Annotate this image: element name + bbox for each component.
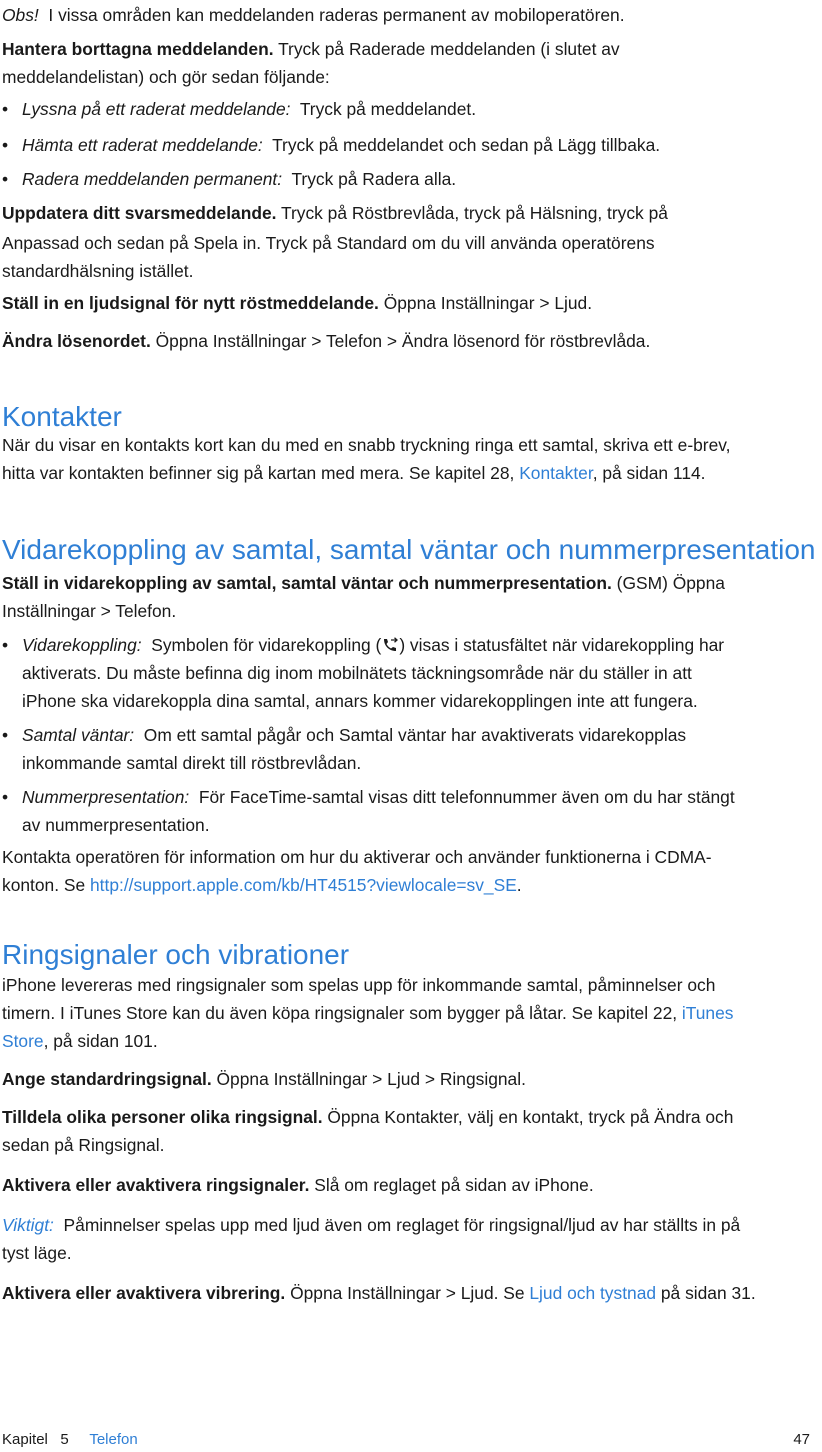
list-item-text: Symbolen för vidarekoppling ( <box>151 635 382 655</box>
list-item-text: Tryck på Radera alla. <box>291 169 457 189</box>
deleted-title: Hantera borttagna meddelanden. <box>2 39 274 59</box>
itunes-store-link[interactable]: Store <box>2 1031 44 1051</box>
contacts-text-line2: hitta var kontakten befinner sig på kartan med mera. Se kapitel 28, <box>2 463 515 483</box>
sound-title: Ställ in en ljudsignal för nytt röstmeddelande. <box>2 293 379 313</box>
list-item <box>22 94 802 124</box>
cdma-text-tail: . <box>516 875 522 895</box>
important-text-line2: tyst läge. <box>2 1243 72 1263</box>
list-item-label: Samtal väntar: <box>22 725 135 745</box>
list-item-text: Om ett samtal pågår och Samtal väntar har avaktiverats vidarekopplas <box>143 725 687 745</box>
ringtones-text-tail: , på sidan 101. <box>43 1031 158 1051</box>
sound-paragraph <box>2 288 802 318</box>
list-item-label: Lyssna på ett raderat meddelande: <box>22 99 291 119</box>
assign-ringtone-text: Öppna Kontakter, välj en kontakt, tryck på Ändra och <box>327 1107 734 1127</box>
note-paragraph <box>2 0 802 30</box>
toggle-ringtone-title: Aktivera eller avaktivera ringsignaler. <box>2 1175 310 1195</box>
ringtones-text-line1: iPhone levereras med ringsignaler som spelas upp för inkommande samtal, påminnelser och <box>2 975 716 995</box>
list-item-text: ) visas i statusfältet när vidarekoppling har <box>399 635 725 655</box>
list-item <box>22 782 802 812</box>
footer-chapter-number: 5 <box>60 1431 69 1448</box>
important-paragraph <box>2 1210 802 1240</box>
bullet-icon: • <box>2 725 9 745</box>
deleted-text-line1: Tryck på Raderade meddelanden (i slutet av <box>278 39 620 59</box>
sound-silence-link[interactable]: Ljud och tystnad <box>529 1283 657 1303</box>
bullet-icon: • <box>2 99 9 119</box>
list-item-label: Hämta ett raderat meddelande: <box>22 135 263 155</box>
toggle-ringtone-paragraph <box>2 1170 802 1200</box>
forwarding-text-line2: Inställningar > Telefon. <box>2 601 177 621</box>
list-item-text: För FaceTime-samtal visas ditt telefonnummer även om du har stängt <box>198 787 735 807</box>
greeting-text-line1: Tryck på Röstbrevlåda, tryck på Hälsning, tryck på <box>281 203 668 223</box>
password-title: Ändra lösenordet. <box>2 331 151 351</box>
important-label: Viktigt: <box>2 1215 54 1235</box>
list-item-text: Tryck på meddelandet. <box>299 99 477 119</box>
footer-chapter <box>2 1428 138 1452</box>
default-ringtone-paragraph <box>2 1064 802 1094</box>
forwarding-heading: Vidarekoppling av samtal, samtal väntar och nummerpresentation <box>2 534 816 565</box>
forwarding-paragraph <box>2 568 802 598</box>
vibrate-paragraph <box>2 1278 802 1308</box>
ringtones-paragraph <box>2 998 802 1028</box>
password-paragraph <box>2 326 802 356</box>
default-ringtone-text: Öppna Inställningar > Ljud > Ringsignal. <box>216 1069 526 1089</box>
ringtones-paragraph-line3 <box>2 1026 802 1056</box>
important-text: Påminnelser spelas upp med ljud även om reglaget för ringsignal/ljud av har ställts in på <box>63 1215 741 1235</box>
contacts-text-line1: När du visar en kontakts kort kan du med en snabb tryckning ringa ett samtal, skriva ett e-brev, <box>2 435 731 455</box>
greeting-title: Uppdatera ditt svarsmeddelande. <box>2 203 277 223</box>
list-item <box>22 630 802 660</box>
note-text: I vissa områden kan meddelanden raderas permanent av mobiloperatören. <box>48 5 625 25</box>
ringtones-text-line2: timern. I iTunes Store kan du även köpa ringsignaler som bygger på låtar. Se kapitel 22, <box>2 1003 678 1023</box>
bullet-icon: • <box>2 169 9 189</box>
list-item-label: Nummerpresentation: <box>22 787 190 807</box>
cdma-paragraph <box>2 870 802 900</box>
assign-ringtone-title: Tilldela olika personer olika ringsignal. <box>2 1107 323 1127</box>
list-item-text-line2: aktiverats. Du måste befinna dig inom mobilnätets täckningsområde när du ställer in att <box>22 663 692 683</box>
vibrate-text-tail: på sidan 31. <box>660 1283 756 1303</box>
default-ringtone-title: Ange standardringsignal. <box>2 1069 212 1089</box>
bullet-icon: • <box>2 787 9 807</box>
toggle-ringtone-text: Slå om reglaget på sidan av iPhone. <box>314 1175 594 1195</box>
contacts-heading: Kontakter <box>2 401 122 432</box>
page-number: 47 <box>793 1431 810 1448</box>
bullet-icon: • <box>2 635 9 655</box>
cdma-text-line1: Kontakta operatören för information om hur du aktiverar och använder funktionerna i CDMA- <box>2 847 712 867</box>
bullet-icon: • <box>2 135 9 155</box>
footer-chapter-label: Kapitel <box>2 1431 48 1448</box>
deleted-text-line2: meddelandelistan) och gör sedan följande: <box>2 67 330 87</box>
contacts-paragraph <box>2 458 802 488</box>
vibrate-text: Öppna Inställningar > Ljud. Se <box>290 1283 525 1303</box>
sound-text: Öppna Inställningar > Ljud. <box>383 293 593 313</box>
forwarding-title-tail: (GSM) Öppna <box>616 573 725 593</box>
note-label: Obs! <box>2 5 39 25</box>
cdma-text-line2: konton. Se <box>2 875 86 895</box>
list-item-label: Vidarekoppling: <box>22 635 142 655</box>
assign-ringtone-text-line2: sedan på Ringsignal. <box>2 1135 165 1155</box>
vibrate-title: Aktivera eller avaktivera vibrering. <box>2 1283 286 1303</box>
password-text: Öppna Inställningar > Telefon > Ändra lösenord för röstbrevlåda. <box>155 331 651 351</box>
assign-ringtone-paragraph <box>2 1102 802 1132</box>
list-item-label: Radera meddelanden permanent: <box>22 169 283 189</box>
list-item <box>22 164 802 194</box>
support-link[interactable]: http://support.apple.com/kb/HT4515?viewlocale=sv_SE <box>90 875 517 895</box>
list-item <box>22 720 802 750</box>
forwarding-title: Ställ in vidarekoppling av samtal, samtal väntar och nummerpresentation. <box>2 573 612 593</box>
itunes-link[interactable]: iTunes <box>681 1003 734 1023</box>
list-item <box>22 130 802 160</box>
greeting-text-line2: Anpassad och sedan på Spela in. Tryck på Standard om du vill använda operatörens <box>2 233 655 253</box>
contacts-link[interactable]: Kontakter <box>519 463 593 483</box>
list-item-text-line2: av nummerpresentation. <box>22 815 210 835</box>
deleted-paragraph <box>2 34 802 64</box>
footer-section: Telefon <box>89 1431 138 1448</box>
list-item-text: Tryck på meddelandet och sedan på Lägg tillbaka. <box>272 135 661 155</box>
greeting-paragraph <box>2 198 802 228</box>
ringtones-heading: Ringsignaler och vibrationer <box>2 939 350 970</box>
list-item-text-line3: iPhone ska vidarekoppla dina samtal, annars kommer vidarekopplingen inte att fungera. <box>22 691 698 711</box>
list-item-text-line2: inkommande samtal direkt till röstbrevlådan. <box>22 753 362 773</box>
contacts-text-tail: , på sidan 114. <box>592 463 706 483</box>
call-forwarding-icon <box>381 636 399 654</box>
greeting-text-line3: standardhälsning istället. <box>2 261 194 281</box>
